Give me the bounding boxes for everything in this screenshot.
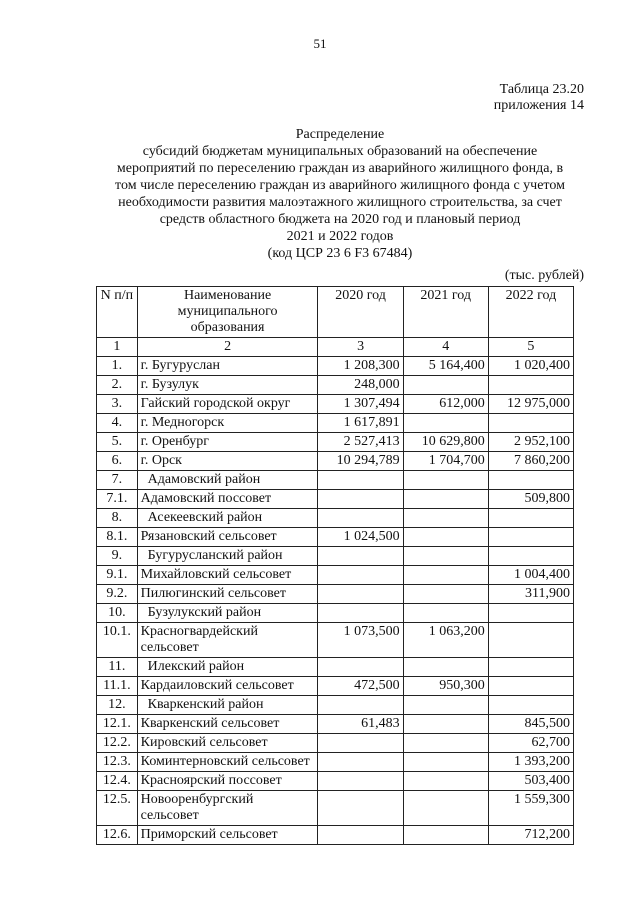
cell-num: 12.1. — [97, 715, 138, 734]
table-row — [97, 585, 574, 604]
cell-name: г. Медногорск — [137, 414, 318, 433]
cell-2020: 248,000 — [318, 376, 403, 395]
table-row — [97, 677, 574, 696]
cell-num: 12.6. — [97, 826, 138, 845]
distribution-table — [96, 286, 574, 845]
title-line: 2021 и 2022 годов — [286, 229, 394, 244]
cell-2021 — [403, 772, 488, 791]
cell-2022: 62,700 — [488, 734, 573, 753]
district-row — [97, 471, 574, 490]
cell-2020 — [318, 471, 403, 490]
table-row — [97, 376, 574, 395]
cell-2021 — [403, 585, 488, 604]
cell-2021 — [403, 753, 488, 772]
cell-num: 11. — [97, 658, 138, 677]
cell-num: 12.3. — [97, 753, 138, 772]
cell-2022 — [488, 376, 573, 395]
table-row — [97, 566, 574, 585]
cell-num: 12.4. — [97, 772, 138, 791]
header-2021: 2021 год — [403, 287, 488, 338]
district-row — [97, 658, 574, 677]
cell-2022: 2 952,100 — [488, 433, 573, 452]
cell-num: 7. — [97, 471, 138, 490]
cell-2021 — [403, 826, 488, 845]
cell-name: Кваркенский район — [137, 696, 318, 715]
cell-2020 — [318, 658, 403, 677]
header-2022: 2022 год — [488, 287, 573, 338]
table-row — [97, 433, 574, 452]
table-row — [97, 753, 574, 772]
cell-name: Асекеевский район — [137, 509, 318, 528]
table-label-number: Таблица 23.20 — [499, 82, 584, 97]
cell-2020: 1 617,891 — [318, 414, 403, 433]
district-row — [97, 696, 574, 715]
cell-2022: 1 020,400 — [488, 357, 573, 376]
cell-2021: 10 629,800 — [403, 433, 488, 452]
district-row — [97, 604, 574, 623]
cell-2020 — [318, 585, 403, 604]
cell-2020 — [318, 509, 403, 528]
cell-name: г. Бугуруслан — [137, 357, 318, 376]
cell-num: 9.2. — [97, 585, 138, 604]
district-row — [97, 547, 574, 566]
cell-2020 — [318, 604, 403, 623]
title-line: необходимости развития малоэтажного жилищного строительства, за счет — [118, 195, 562, 210]
cell-2020 — [318, 696, 403, 715]
cell-name: Пилюгинский сельсовет — [137, 585, 318, 604]
title-line: мероприятий по переселению граждан из аварийного жилищного фонда, в — [116, 161, 564, 176]
cell-2022: 1 393,200 — [488, 753, 573, 772]
cell-num: 4. — [97, 414, 138, 433]
cell-2021 — [403, 414, 488, 433]
cell-name: Адамовский поссовет — [137, 490, 318, 509]
cell-2021 — [403, 509, 488, 528]
cell-2021 — [403, 658, 488, 677]
cell-2021 — [403, 490, 488, 509]
cell-2022: 1 559,300 — [488, 791, 573, 826]
cell-2020 — [318, 753, 403, 772]
table-row — [97, 791, 574, 826]
table-row — [97, 528, 574, 547]
cell-name: г. Орск — [137, 452, 318, 471]
table-label — [494, 82, 584, 114]
cell-2022 — [488, 414, 573, 433]
cell-2021 — [403, 734, 488, 753]
cell-2020: 1 024,500 — [318, 528, 403, 547]
cell-2022 — [488, 658, 573, 677]
cell-2020: 2 527,413 — [318, 433, 403, 452]
cell-num: 10.1. — [97, 623, 138, 658]
cell-num: 12.2. — [97, 734, 138, 753]
cell-num: 12. — [97, 696, 138, 715]
title-line: (код ЦСР 23 6 F3 67484) — [267, 246, 413, 261]
cell-num: 1. — [97, 357, 138, 376]
cell-2021: 5 164,400 — [403, 357, 488, 376]
cell-2022: 12 975,000 — [488, 395, 573, 414]
column-index: 1 — [97, 338, 138, 357]
cell-name: Адамовский район — [137, 471, 318, 490]
column-index: 4 — [403, 338, 488, 357]
cell-2022: 1 004,400 — [488, 566, 573, 585]
header-name: Наименование муниципального образования — [137, 287, 318, 338]
cell-2021 — [403, 547, 488, 566]
table-label-appendix: приложения 14 — [493, 98, 584, 113]
cell-num: 6. — [97, 452, 138, 471]
cell-name: Кардаиловский сельсовет — [137, 677, 318, 696]
cell-name: г. Оренбург — [137, 433, 318, 452]
column-index-row — [97, 338, 574, 357]
cell-name: Новооренбургский сельсовет — [137, 791, 318, 826]
cell-name: Илекский район — [137, 658, 318, 677]
cell-num: 11.1. — [97, 677, 138, 696]
cell-2021 — [403, 566, 488, 585]
title-line: Распределение — [295, 127, 385, 142]
cell-2021 — [403, 791, 488, 826]
cell-2020 — [318, 490, 403, 509]
units-label: (тыс. рублей) — [504, 268, 584, 283]
table-row — [97, 395, 574, 414]
cell-name: Коминтерновский сельсовет — [137, 753, 318, 772]
cell-2022 — [488, 604, 573, 623]
cell-num: 3. — [97, 395, 138, 414]
cell-2020: 472,500 — [318, 677, 403, 696]
cell-name: Красногвардейский сельсовет — [137, 623, 318, 658]
cell-2020: 1 073,500 — [318, 623, 403, 658]
cell-num: 10. — [97, 604, 138, 623]
table-row — [97, 414, 574, 433]
cell-name: Бузулукский район — [137, 604, 318, 623]
table-body — [97, 357, 574, 845]
cell-2021: 612,000 — [403, 395, 488, 414]
cell-name: Гайский городской округ — [137, 395, 318, 414]
cell-2022: 7 860,200 — [488, 452, 573, 471]
table-row — [97, 826, 574, 845]
cell-2022: 509,800 — [488, 490, 573, 509]
cell-2020 — [318, 547, 403, 566]
cell-2020 — [318, 772, 403, 791]
cell-2022 — [488, 547, 573, 566]
cell-2022: 712,200 — [488, 826, 573, 845]
header-2020: 2020 год — [318, 287, 403, 338]
table-row — [97, 715, 574, 734]
cell-num: 2. — [97, 376, 138, 395]
column-index: 3 — [318, 338, 403, 357]
cell-name: Рязановский сельсовет — [137, 528, 318, 547]
cell-name: Бугурусланский район — [137, 547, 318, 566]
cell-num: 7.1. — [97, 490, 138, 509]
table-row — [97, 623, 574, 658]
table-row — [97, 490, 574, 509]
title-line: том числе переселению граждан из аварийного жилищного фонда с учетом — [115, 178, 565, 193]
cell-2022 — [488, 509, 573, 528]
cell-num: 8.1. — [97, 528, 138, 547]
cell-2022 — [488, 623, 573, 658]
cell-2020: 1 208,300 — [318, 357, 403, 376]
cell-2020: 1 307,494 — [318, 395, 403, 414]
cell-2022: 845,500 — [488, 715, 573, 734]
cell-2021 — [403, 715, 488, 734]
title-line: средств областного бюджета на 2020 год и плановый период — [159, 212, 521, 227]
cell-2021 — [403, 696, 488, 715]
table-header-row — [97, 287, 574, 338]
page-number: 51 — [313, 36, 327, 51]
cell-2021: 950,300 — [403, 677, 488, 696]
cell-name: Красноярский поссовет — [137, 772, 318, 791]
cell-2020 — [318, 566, 403, 585]
cell-name: Кваркенский сельсовет — [137, 715, 318, 734]
table-row — [97, 452, 574, 471]
table-row — [97, 357, 574, 376]
cell-2021: 1 704,700 — [403, 452, 488, 471]
cell-name: г. Бузулук — [137, 376, 318, 395]
cell-2021 — [403, 604, 488, 623]
cell-2022: 311,900 — [488, 585, 573, 604]
cell-2020 — [318, 791, 403, 826]
cell-2021 — [403, 528, 488, 547]
cell-2020 — [318, 826, 403, 845]
cell-num: 9. — [97, 547, 138, 566]
cell-2022: 503,400 — [488, 772, 573, 791]
cell-2020: 10 294,789 — [318, 452, 403, 471]
header-num: N п/п — [97, 287, 138, 338]
cell-num: 8. — [97, 509, 138, 528]
table-row — [97, 772, 574, 791]
title-line: субсидий бюджетам муниципальных образований на обеспечение — [142, 144, 538, 159]
cell-name: Михайловский сельсовет — [137, 566, 318, 585]
cell-2021: 1 063,200 — [403, 623, 488, 658]
cell-2022 — [488, 677, 573, 696]
cell-2022 — [488, 471, 573, 490]
cell-2020: 61,483 — [318, 715, 403, 734]
cell-name: Приморский сельсовет — [137, 826, 318, 845]
cell-num: 12.5. — [97, 791, 138, 826]
cell-num: 5. — [97, 433, 138, 452]
column-index: 5 — [488, 338, 573, 357]
table-row — [97, 734, 574, 753]
column-index: 2 — [137, 338, 318, 357]
cell-2020 — [318, 734, 403, 753]
district-row — [97, 509, 574, 528]
cell-2021 — [403, 471, 488, 490]
cell-2022 — [488, 696, 573, 715]
document-title — [80, 126, 600, 262]
cell-2022 — [488, 528, 573, 547]
cell-num: 9.1. — [97, 566, 138, 585]
cell-name: Кировский сельсовет — [137, 734, 318, 753]
cell-2021 — [403, 376, 488, 395]
